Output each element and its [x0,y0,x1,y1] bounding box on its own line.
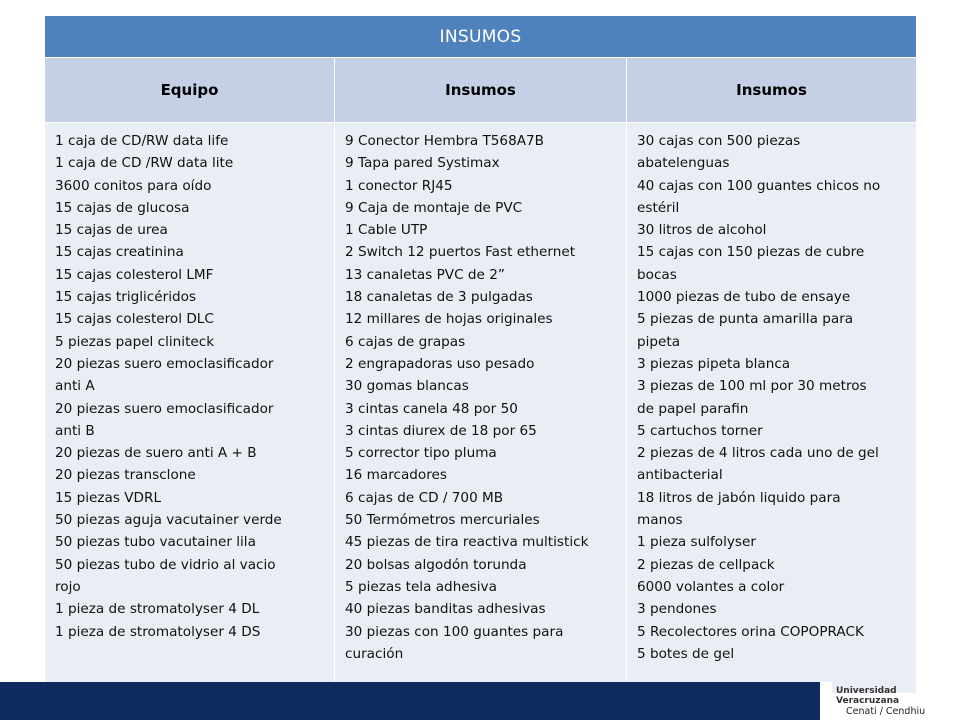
header-insumos-2: Insumos [627,58,917,123]
supply-item: 2 engrapadoras uso pesado [345,355,535,372]
supply-item: 30 litros de alcohol [637,222,767,239]
supply-item: 15 cajas creatinina [55,244,184,261]
supply-item: 1 pieza sulfolyser [637,534,756,551]
supply-item: 30 cajas con 500 piezas [637,133,801,149]
supply-item: 20 piezas de suero anti A + B [55,445,257,462]
supply-item: 30 piezas con 100 guantes para [345,623,564,640]
supply-item: 15 cajas colesterol DLC [55,311,214,328]
table-title-row [45,16,917,58]
supply-item: 3 cintas diurex de 18 por 65 [345,422,537,439]
supply-item: 1 conector RJ45 [345,177,453,194]
supply-item: 20 piezas suero emoclasificador [55,400,274,417]
supply-item: 50 piezas tubo de vidrio al vacio [55,556,276,573]
header-insumos-1: Insumos [335,58,627,123]
supply-item: 15 cajas de glucosa [55,199,190,216]
supply-item: 5 Recolectores orina COPOPRACK [637,623,864,640]
table-body-row [45,123,917,694]
footer-bar [0,682,820,720]
footer-accent [820,682,832,720]
supply-item: 16 marcadores [345,467,447,484]
supply-item: 18 litros de jabón liquido para [637,489,841,506]
supply-item: 20 bolsas algodón torunda [345,556,527,573]
supply-item: 5 botes de gel [637,645,735,662]
supply-item: 50 Termómetros mercuriales [345,512,540,529]
university-name: Universidad Veracruzana [836,686,900,706]
supply-item: 5 piezas tela adhesiva [345,578,497,595]
supply-item: 1 caja de CD /RW data lite [55,155,234,172]
supply-item: 1 Cable UTP [345,222,428,239]
supply-item: estéril [637,199,680,216]
supply-item: 50 piezas tubo vacutainer lila [55,534,256,551]
supplies-table [44,15,917,694]
supply-item: 45 piezas de tira reactiva multistick [345,534,589,551]
supply-item: 20 piezas suero emoclasificador [55,355,274,372]
supply-item: de papel parafin [637,400,749,417]
supply-item: 1 caja de CD/RW data life [55,133,229,149]
supply-item: 15 cajas con 150 piezas de cubre [637,244,865,261]
supply-item: manos [637,512,683,529]
department-name: Cenati / Cendhiu [846,706,926,717]
supply-item: 40 piezas banditas adhesivas [345,601,546,618]
supply-item: 18 canaletas de 3 pulgadas [345,289,533,306]
equipo-column-cell [45,123,335,694]
supply-item: curación [345,645,404,662]
insumos-column-cell-1 [335,123,627,694]
supply-item: 50 piezas aguja vacutainer verde [55,512,282,529]
insumos-column-cell-2 [627,123,917,694]
supply-item: 40 cajas con 100 guantes chicos no [637,177,881,194]
supply-item: 1 pieza de stromatolyser 4 DL [55,601,260,618]
supply-item: 3 cintas canela 48 por 50 [345,400,518,417]
university-logo [836,686,956,717]
supply-item: 15 cajas de urea [55,222,168,239]
supplies-table-container [44,15,916,694]
supply-item: 2 piezas de 4 litros cada uno de gel [637,445,879,462]
supply-item: 3 pendones [637,601,717,618]
supply-item: 5 cartuchos torner [637,422,763,439]
supply-item: 6000 volantes a color [637,578,785,595]
supply-item: 9 Conector Hembra T568A7B [345,133,545,149]
header-equipo: Equipo [45,58,335,123]
supply-item: 12 millares de hojas originales [345,311,553,328]
supply-item: 6 cajas de grapas [345,333,466,350]
supply-item: 5 piezas de punta amarilla para [637,311,854,328]
supply-item: 15 cajas triglicéridos [55,289,197,306]
supply-item: rojo [55,578,81,595]
supply-item: 3 piezas pipeta blanca [637,355,791,372]
supply-item: 2 piezas de cellpack [637,556,775,573]
supply-item: bocas [637,266,677,283]
supply-item: pipeta [637,333,681,350]
supply-item: 6 cajas de CD / 700 MB [345,489,504,506]
supply-item: 9 Tapa pared Systimax [345,155,500,172]
supply-item: 20 piezas transclone [55,467,196,484]
supply-item: 2 Switch 12 puertos Fast ethernet [345,244,576,261]
supply-item: anti A [55,378,95,395]
supply-item: 1000 piezas de tubo de ensaye [637,289,851,306]
table-header-row [45,58,917,123]
supply-item: 1 pieza de stromatolyser 4 DS [55,623,261,640]
supply-item: 30 gomas blancas [345,378,469,395]
supply-item: antibacterial [637,467,723,484]
supply-item: 3 piezas de 100 ml por 30 metros [637,378,867,395]
supply-item: 3600 conitos para oído [55,177,212,194]
supply-item: 15 cajas colesterol LMF [55,266,214,283]
table-title: INSUMOS [45,16,917,58]
supply-item: anti B [55,422,95,439]
supply-item: 5 piezas papel cliniteck [55,333,215,350]
supply-item: abatelenguas [637,155,730,172]
supply-item: 13 canaletas PVC de 2” [345,266,505,283]
supply-item: 15 piezas VDRL [55,489,162,506]
supply-item: 5 corrector tipo pluma [345,445,497,462]
supply-item: 9 Caja de montaje de PVC [345,199,523,216]
